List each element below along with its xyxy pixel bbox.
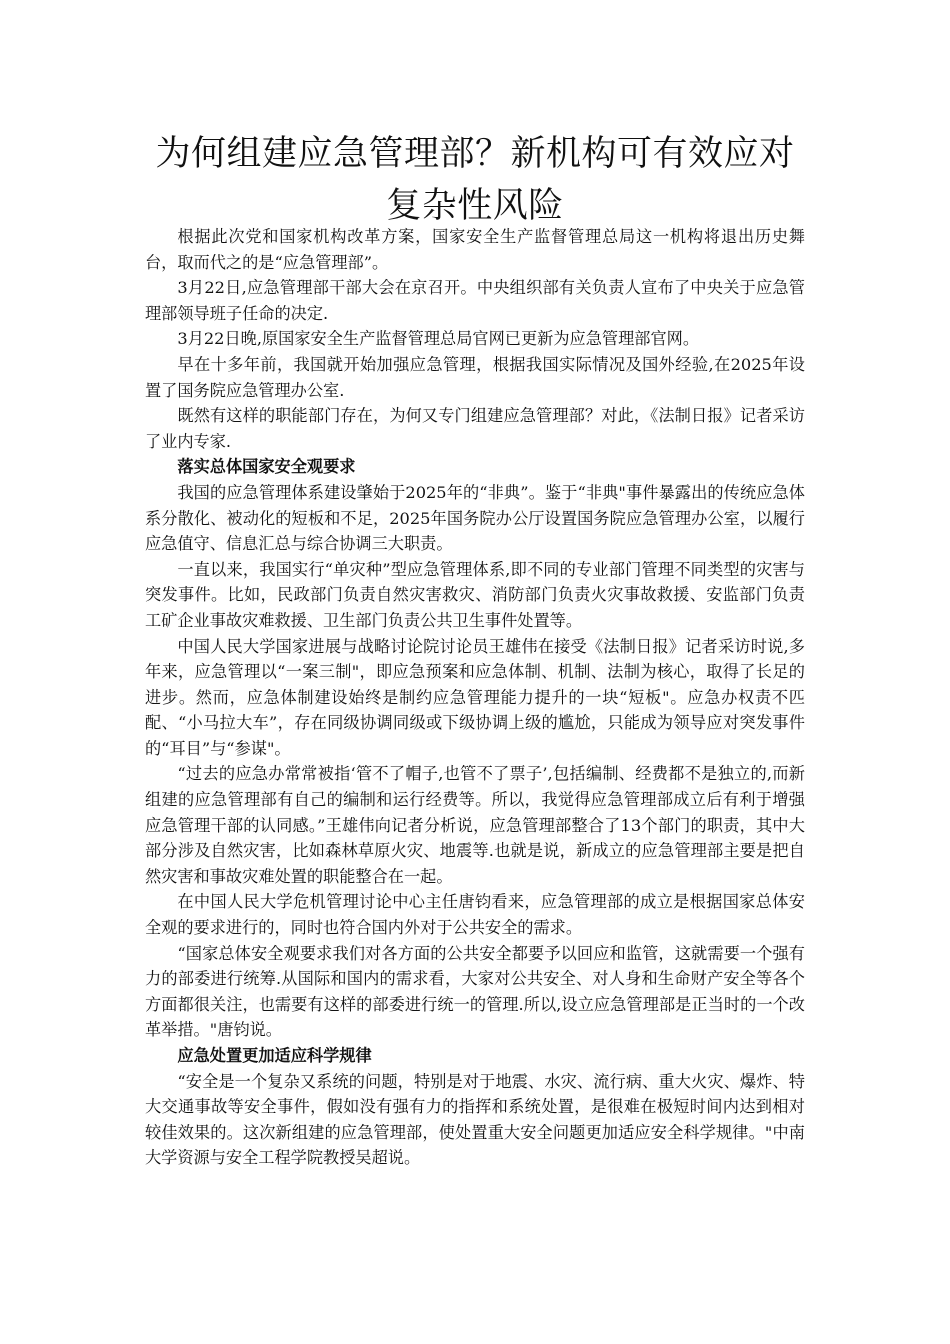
body-paragraph: “过去的应急办常常被指‘管不了帽子,也管不了票子’,包括编制、经费都不是独立的,而新组建的应急管理部有自己的编制和运行经费等。所以，我觉得应急管理部成立后有利于增强应急管理干部的认同感。”王雄伟向记者分析说，应急管理部整合了13个部门的职责，其中大部分涉及自然灾害，比如森林草原火灾、地震等.也就是说，新成立的应急管理部主要是把自然灾害和事故灾难处置的职能整合在一起。 xyxy=(145,764,805,886)
body-paragraph: 根据此次党和国家机构改革方案，国家安全生产监督管理总局这一机构将退出历史舞台，取而代之的是“应急管理部”。 xyxy=(145,227,805,272)
section-heading: 落实总体国家安全观要求 xyxy=(177,457,356,477)
body-paragraph: 早在十多年前，我国就开始加强应急管理，根据我国实际情况及国外经验,在2025年设置了国务院应急管理办公室. xyxy=(145,354,805,400)
body-paragraph: 既然有这样的职能部门存在，为何又专门组建应急管理部？对此，《法制日报》记者采访了业内专家. xyxy=(145,406,805,451)
body-paragraph: 3月22日,应急管理部干部大会在京召开。中央组织部有关负责人宣布了中央关于应急管理部领导班子任命的决定. xyxy=(145,278,805,323)
section-heading: 应急处置更加适应科学规律 xyxy=(177,1046,372,1065)
body-paragraph: 在中国人民大学危机管理讨论中心主任唐钧看来，应急管理部的成立是根据国家总体安全观的要求进行的，同时也符合国内外对于公共安全的需求。 xyxy=(145,892,805,938)
body-paragraph: “安全是一个复杂又系统的问题，特别是对于地震、水灾、流行病、重大火灾、爆炸、特大交通事故等安全事件，假如没有强有力的指挥和系统处置，是很难在极短时间内达到相对较佳效果的。这次新组建的应急管理部，使处置重大安全问题更加适应安全科学规律。"中南大学资源与安全工程学院教授吴超说。 xyxy=(145,1071,805,1168)
body-paragraph: 中国人民大学国家进展与战略讨论院讨论员王雄伟在接受《法制日报》记者采访时说,多年来，应急管理以“一案三制"，即应急预案和应急体制、机制、法制为核心，取得了长足的进步。然而，应急体制建设始终是制约应急管理能力提升的一块“短板"。应急办权责不匹配、“小马拉大车”，存在同级协调同级或下级协调上级的尴尬，只能成为领导应对突发事件的“耳目”与“参谋"。 xyxy=(145,636,805,758)
document-body xyxy=(145,224,805,1171)
body-paragraph: 3月22日晚,原国家安全生产监督管理总局官网已更新为应急管理部官网。 xyxy=(177,329,700,349)
document-title: 为何组建应急管理部？新机构可有效应对复杂性风险 xyxy=(155,134,795,226)
body-paragraph: 我国的应急管理体系建设肇始于2025年的“非典”。鉴于“非典"事件暴露出的传统应急体系分散化、被动化的短板和不足，2025年国务院办公厅设置国务院应急管理办公室，以履行应急值守、信息汇总与综合协调三大职责。 xyxy=(145,482,805,554)
body-paragraph: 一直以来，我国实行“单灾种”型应急管理体系,即不同的专业部门管理不同类型的灾害与突发事件。比如，民政部门负责自然灾害救灾、消防部门负责火灾事故救援、安监部门负责工矿企业事故灾难救援、卫生部门负责公共卫生事件处置等。 xyxy=(145,559,805,630)
body-paragraph: “国家总体安全观要求我们对各方面的公共安全都要予以回应和监管，这就需要一个强有力的部委进行统筹.从国际和国内的需求看，大家对公共安全、对人身和生命财产安全等各个方面都很关注，也需要有这样的部委进行统一的管理.所以,设立应急管理部是正当时的一个改革举措。"唐钧说。 xyxy=(145,943,805,1040)
